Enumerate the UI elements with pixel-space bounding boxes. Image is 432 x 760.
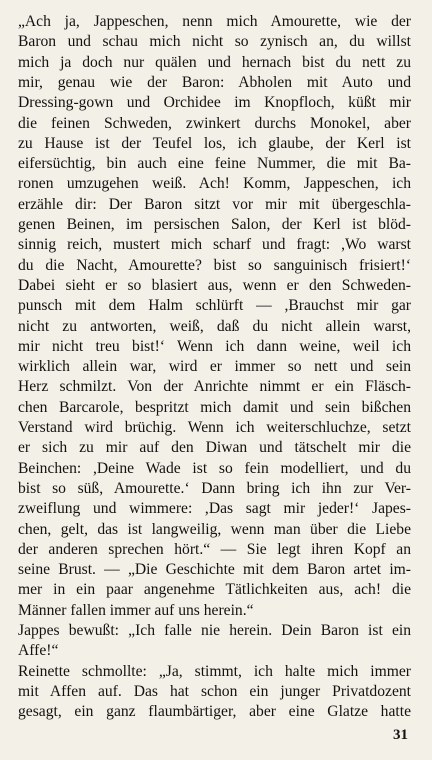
text-line: Jappes bewußt: „Ich falle nie herein. Dein Baron ist ein <box>18 622 411 639</box>
text-line: zu Hause ist der Teufel los, ich glaube, der Kerl ist <box>18 134 411 152</box>
text-line: chen Barcarole, bespritzt mich damit und sein bißchen <box>18 398 411 416</box>
text-line: erzähle dir: Der Baron sitzt vor mir mit übergeschla- <box>18 195 411 213</box>
text-line: Herz schmilzt. Von der Anrichte nimmt er ein Fläsch- <box>18 378 411 396</box>
text-line: chen, gelt, das ist langweilig, wenn man über die Liebe <box>18 520 411 538</box>
text-line: Affe!“ <box>18 642 59 660</box>
text-line: sinnig reich, mustert mich scharf und fragt: ,Wo warst <box>18 236 411 254</box>
text-line: Dressing-gown und Orchidee im Knopfloch, küßt mir <box>18 94 411 112</box>
text-line: Dabei sieht er so blasiert aus, wenn er den Schweden- <box>18 276 411 294</box>
text-line: mich ja doch nur quälen und hernach bist du nett zu <box>18 53 411 71</box>
text-line: gesagt, ein ganz flaumbärtiger, aber eine Glatze hatte <box>18 703 411 721</box>
text-line: ronen umzugehen weiß. Ach! Komm, Jappeschen, ich <box>18 175 411 193</box>
text-line: mit Affen auf. Das hat schon ein junger Privatdozent <box>18 682 411 700</box>
text-line: „Ach ja, Jappeschen, nenn mich Amourette, wie der <box>18 13 411 30</box>
text-line: Männer fallen immer auf uns herein.“ <box>18 601 254 619</box>
text-line: bist so süß, Amourette.‘ Dann bring ich ihn zur Ver- <box>18 479 411 497</box>
text-line: punsch mit dem Halm schlürft — ,Brauchst mir gar <box>18 297 411 315</box>
text-line: zweiflung und wimmere: ,Das sagt mir jeder!‘ Japes- <box>18 500 411 518</box>
page-number: 31 <box>393 727 408 743</box>
text-line: er sich zu mir auf den Diwan und tätschelt mir die <box>18 439 411 457</box>
text-line: Baron und schau mich nicht so zynisch an, du willst <box>18 33 411 51</box>
text-line: die feinen Schweden, zwinkert durchs Monokel, aber <box>18 114 411 132</box>
text-line: mer in ein paar angenehme Tätlichkeiten aus, ach! die <box>18 581 411 599</box>
text-line: wirklich allein war, wird er immer so nett und sein <box>18 358 411 376</box>
text-line: eifersüchtig, bin auch eine feine Nummer, die mit Ba- <box>18 155 411 173</box>
text-line: der anderen sprechen hört.“ — Sie legt ihren Kopf an <box>18 540 411 558</box>
text-line: Reinette schmollte: „Ja, stimmt, ich halte mich immer <box>18 662 411 680</box>
text-line: seine Brust. — „Die Geschichte mit dem Baron artet im- <box>18 561 411 579</box>
text-line: mir nicht treu bist!‘ Wenn ich dann weine, weil ich <box>18 337 411 355</box>
text-line: Beinchen: ,Deine Wade ist so fein modelliert, und du <box>18 459 411 477</box>
text-line: Verstand wird brüchig. Wenn ich weiterschluchze, setzt <box>18 419 411 436</box>
text-line: du die Nacht, Amourette? bist so sanguinisch frisiert!‘ <box>18 256 411 274</box>
text-line: genen Beinen, im persischen Salon, der Kerl ist blöd- <box>18 216 411 233</box>
text-line: mir, genau wie der Baron: Abholen mit Auto und <box>18 73 411 91</box>
text-line: nicht zu antworten, weiß, daß du nicht allein warst, <box>18 317 411 335</box>
